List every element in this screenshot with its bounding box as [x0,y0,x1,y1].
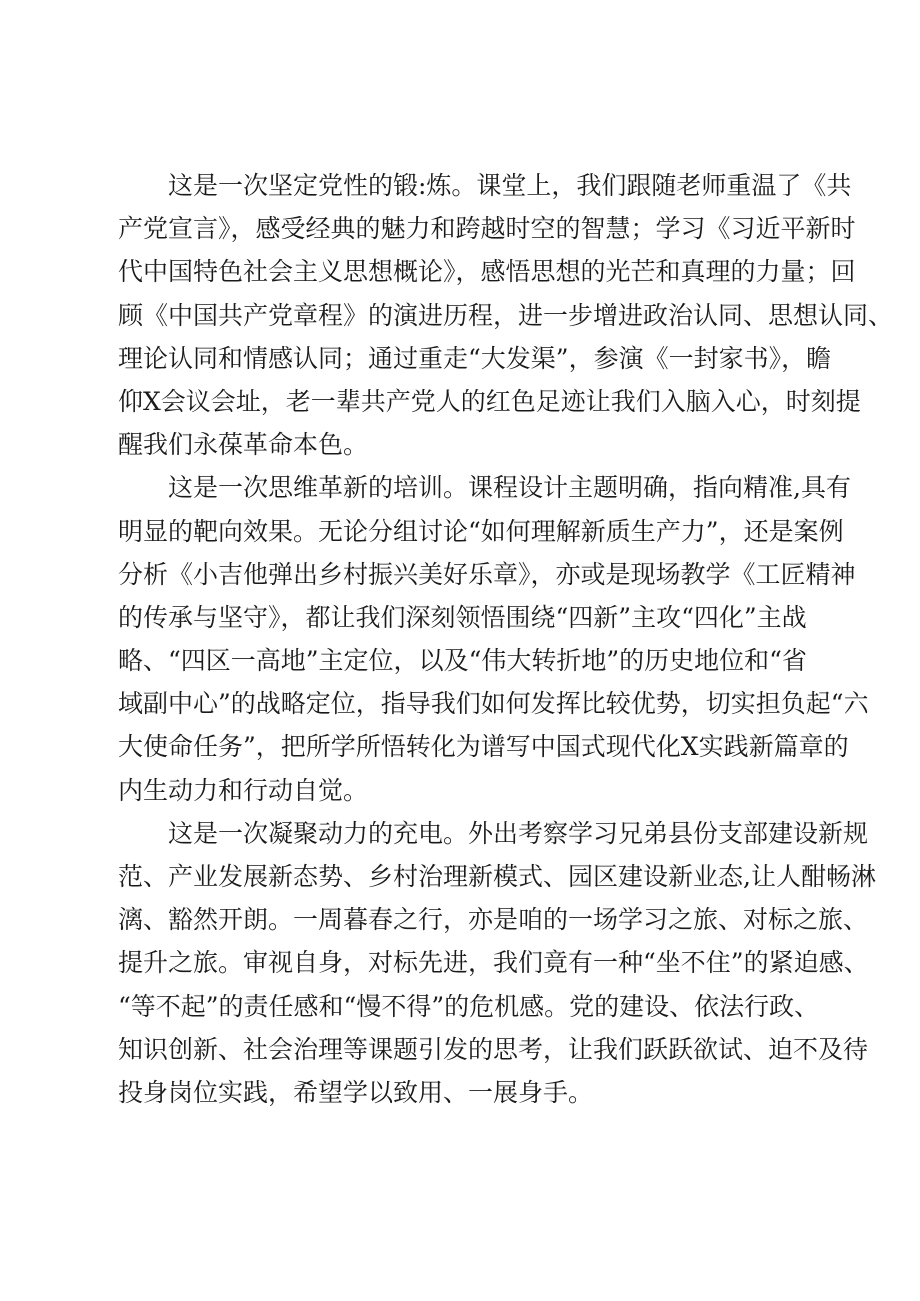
paragraph-2 [118,466,869,812]
paragraph-line: 顾《中国共产党章程》的演进历程，进一步增进政治认同、思想认同、 [118,300,894,330]
paragraph-line: 知识创新、社会治理等课题引发的思考，让我们跃跃欲试、迫不及待 [118,1034,869,1064]
paragraph-line: 漓、豁然开朗。一周暮春之行，亦是咱的一场学习之旅、对标之旅、 [118,905,869,935]
paragraph-line: 略、“四区一高地”主定位，以及“伟大转折地”的历史地位和“省 [118,646,807,676]
paragraph-line: 代中国特色社会主义思想概论》，感悟思想的光芒和真理的力量；回 [118,257,856,287]
paragraph-3 [118,812,876,1114]
paragraph-line: 投身岗位实践，希望学以致用、一展身手。 [118,1077,594,1107]
paragraph-line: 分析《小吉他弹出乡村振兴美好乐章》，亦或是现场教学《工匠精神 [118,559,856,589]
paragraph-line: 仰X会议会址，老一辈共产党人的红色足迹让我们入脑入心，时刻提 [118,386,861,416]
paragraph-line: 这是一次思维革新的培训。课程设计主题明确，指向精准,具有 [168,473,851,503]
paragraph-line: 这是一次坚定党性的锻:炼。课堂上，我们跟随老师重温了《共 [168,171,852,200]
paragraph-line: 理论认同和情感认同；通过重走“大发渠”，参演《一封家书》，瞻 [118,343,832,373]
paragraph-line: 产党宣言》，感受经典的魅力和跨越时空的智慧；学习《习近平新时 [118,214,856,244]
paragraph-line: 大使命任务”，把所学所悟转化为谱写中国式现代化X实践新篇章的 [118,732,849,762]
paragraph-line: 内生动力和行动自觉。 [118,775,369,805]
paragraph-line: “等不起”的责任感和“慢不得”的危机感。党的建设、依法行政、 [118,991,820,1021]
paragraph-line: 明显的靶向效果。无论分组讨论“如何理解新质生产力”，还是案例 [118,516,844,546]
paragraph-1 [118,164,894,466]
paragraph-line: 范、产业发展新态势、乡村治理新模式、园区建设新业态,让人酣畅淋 [118,862,876,891]
paragraph-line: 醒我们永葆革命本色。 [118,430,369,460]
document-body [118,164,894,1114]
paragraph-line: 域副中心”的战略定位，指导我们如何发挥比较优势，切实担负起“六 [118,689,869,719]
paragraph-line: 提升之旅。审视自身，对标先进，我们竟有一种“坐不住”的紧迫感、 [118,948,869,978]
paragraph-line: 的传承与坚守》，都让我们深刻领悟围绕“四新”主攻“四化”主战 [118,602,807,632]
paragraph-line: 这是一次凝聚动力的充电。外出考察学习兄弟县份支部建设新规 [168,818,869,848]
